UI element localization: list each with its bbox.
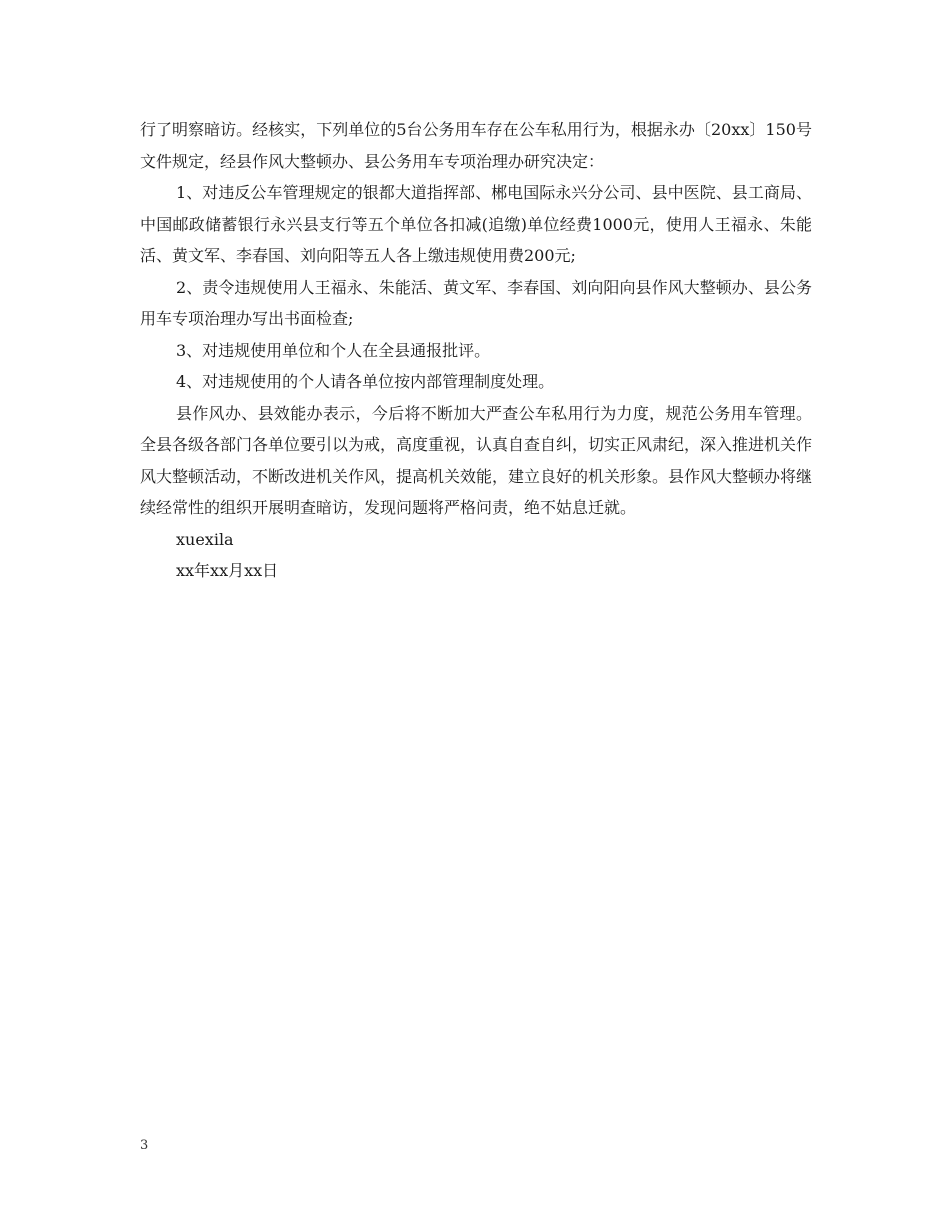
paragraph-conclusion: 县作风办、县效能办表示，今后将不断加大严查公车私用行为力度，规范公务用车管理。全县各级各部门各单位要引以为戒，高度重视，认真自查自纠，切实正风肃纪，深入推进机关作风大整顿活动，不断改进机关作风，提高机关效能，建立良好的机关形象。县作风大整顿办将继续经常性的组织开展明查暗访，发现问题将严格问责，绝不姑息迁就。 [140,403,813,517]
document-date: xx年xx月xx日 [176,561,279,580]
paragraph-item-2: 2、责令违规使用人王福永、朱能活、黄文军、李春国、刘向阳向县作风大整顿办、县公务用车专项治理办写出书面检查; [140,277,812,328]
document-body [140,114,812,587]
paragraph-item-1: 1、对违反公车管理规定的银都大道指挥部、郴电国际永兴分公司、县中医院、县工商局、中国邮政储蓄银行永兴县支行等五个单位各扣减(追缴)单位经费1000元，使用人王福永、朱能活、黄文军、李春国、刘向阳等五人各上缴违规使用费200元; [140,183,812,265]
page-number: 3 [140,1138,149,1153]
signature: xuexila [176,529,234,549]
paragraph-item-3: 3、对违规使用单位和个人在全县通报批评。 [176,340,491,360]
paragraph-item-4: 4、对违规使用的个人请各单位按内部管理制度处理。 [176,372,555,391]
paragraph-intro: 行了明察暗访。经核实，下列单位的5台公务用车存在公车私用行为，根据永办〔20xx〕150号文件规定，经县作风大整顿办、县公务用车专项治理办研究决定： [140,120,812,171]
